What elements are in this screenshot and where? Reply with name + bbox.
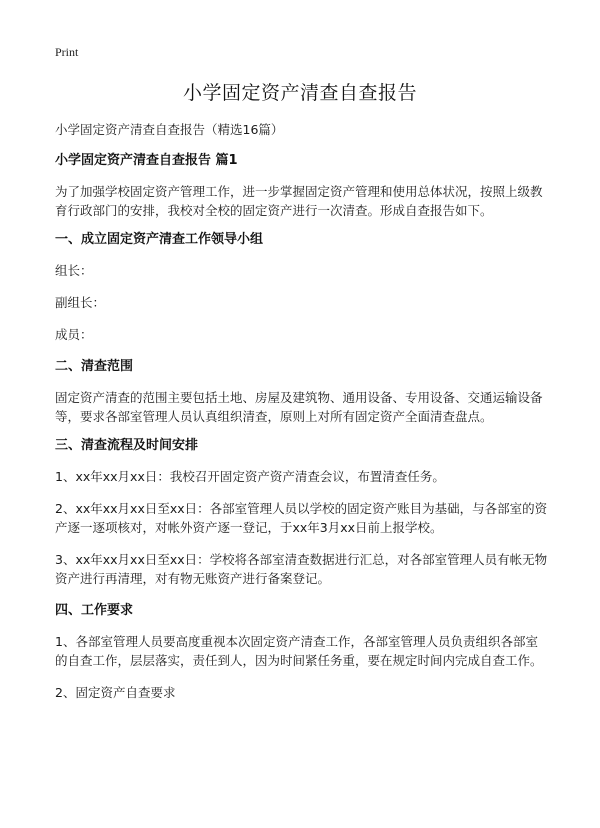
requirement-2: 2、固定资产自查要求 bbox=[55, 685, 176, 700]
document-subtitle: 小学固定资产清查自查报告（精选16篇） bbox=[55, 122, 284, 137]
schedule-step-1: 1、xx年xx月xx日：我校召开固定资产资产清查会议，布置清查任务。 bbox=[55, 469, 445, 484]
members-line: 成员： bbox=[55, 327, 93, 342]
scope-paragraph: 固定资产清查的范围主要包括土地、房屋及建筑物、通用设备、专用设备、交通运输设备等，要求各部室管理人员认真组织清查，原则上对所有固定资产全面清查盘点。 bbox=[55, 390, 543, 424]
document-body bbox=[55, 120, 550, 715]
document-title: 小学固定资产清查自查报告 bbox=[182, 82, 417, 104]
heading-leadership-group: 一、成立固定资产清查工作领导小组 bbox=[55, 232, 264, 247]
heading-scope: 二、清查范围 bbox=[55, 359, 134, 374]
deputy-leader-line: 副组长： bbox=[55, 295, 106, 310]
section-title: 小学固定资产清查自查报告 篇1 bbox=[55, 153, 238, 168]
heading-requirements: 四、工作要求 bbox=[55, 603, 134, 618]
print-label: Print bbox=[55, 45, 79, 59]
requirement-1: 1、各部室管理人员要高度重视本次固定资产清查工作，各部室管理人员负责组织各部室的自查工作，层层落实，责任到人，因为时间紧任务重，要在规定时间内完成自查工作。 bbox=[55, 634, 543, 668]
intro-paragraph: 为了加强学校固定资产管理工作，进一步掌握固定资产管理和使用总体状况，按照上级教育行政部门的安排，我校对全校的固定资产进行一次清查。形成自查报告如下。 bbox=[55, 184, 543, 218]
heading-process-schedule: 三、清查流程及时间安排 bbox=[55, 438, 199, 453]
leader-line: 组长： bbox=[55, 263, 93, 278]
schedule-step-3: 3、xx年xx月xx日至xx日：学校将各部室清查数据进行汇总，对各部室管理人员有帐无物资产进行再清理，对有物无账资产进行备案登记。 bbox=[55, 552, 548, 586]
schedule-step-2: 2、xx年xx月xx日至xx日：各部室管理人员以学校的固定资产账目为基础，与各部室的资产逐一逐项核对，对帐外资产逐一登记，于xx年3月xx日前上报学校。 bbox=[55, 501, 548, 535]
